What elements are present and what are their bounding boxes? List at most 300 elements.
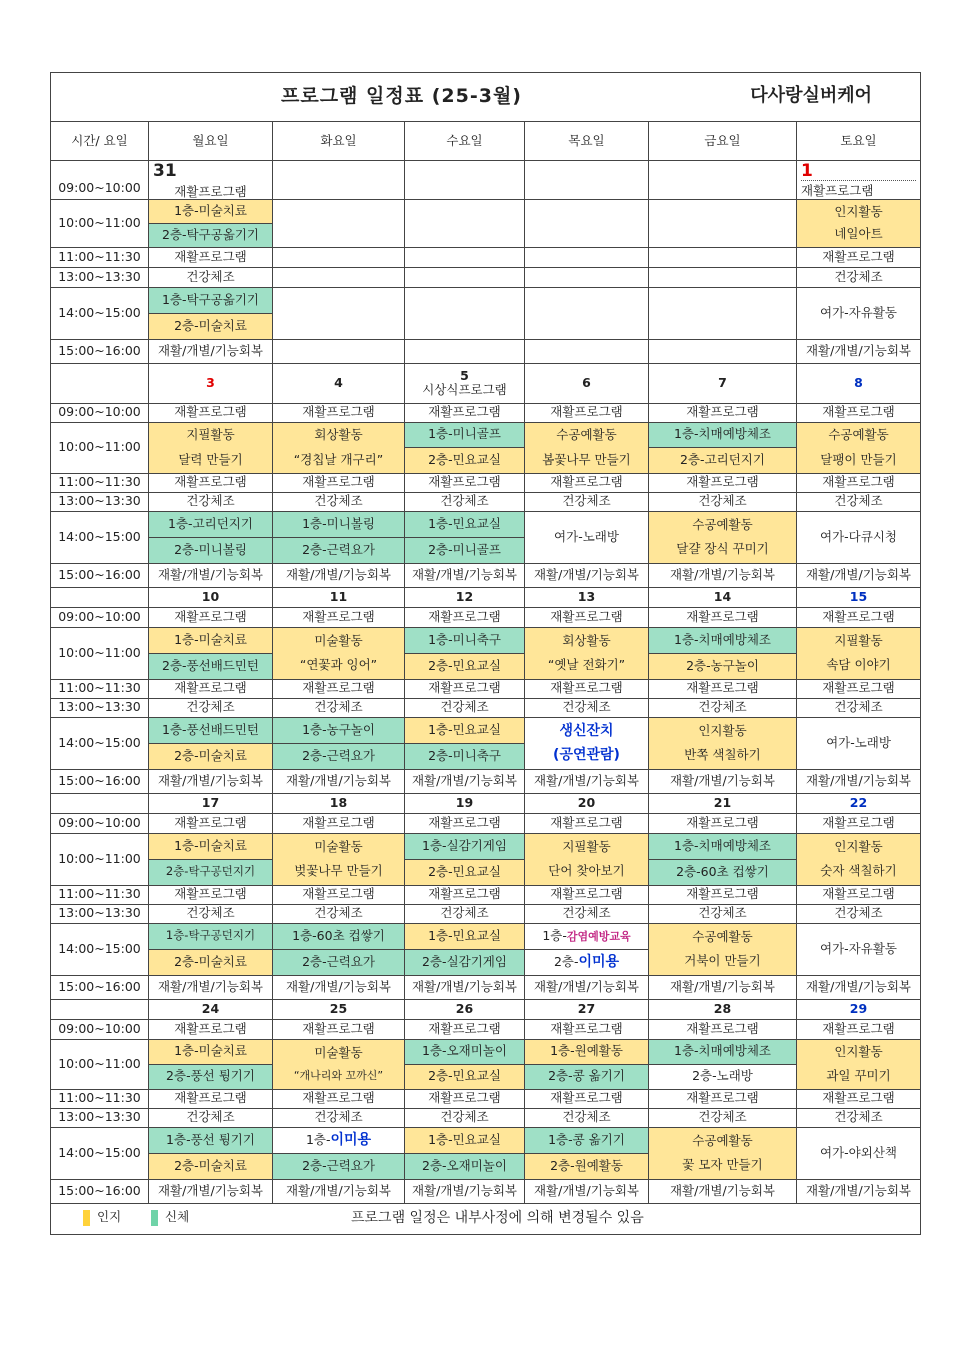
schedule-cell: 1층-탁구공던지기 xyxy=(149,923,273,949)
schedule-cell: 건강체조 xyxy=(649,492,797,511)
schedule-line: 단어 찾아보기 xyxy=(548,863,625,878)
schedule-line: “옛날 전화기” xyxy=(547,657,626,672)
schedule-cell: 건강체조 xyxy=(405,904,525,923)
schedule-line: 수공예활동 xyxy=(692,516,753,532)
schedule-line: 인지활동 xyxy=(834,838,883,854)
schedule-cell: 1층-미술치료 xyxy=(149,1039,273,1064)
time-label: 15:00~16:00 xyxy=(51,975,149,999)
schedule-cell: 건강체조 xyxy=(405,492,525,511)
schedule-cell: 1층-풍선 튕기기 xyxy=(149,1127,273,1153)
schedule-line: 수공예활동 xyxy=(692,928,753,944)
schedule-cell: 재활프로그램 xyxy=(797,885,921,904)
schedule-cell: 재활프로그램 xyxy=(525,679,649,698)
schedule-cell: 여가-자유활동 xyxy=(797,923,921,975)
date-number: 17 xyxy=(149,793,273,813)
schedule-cell: 2층-미니축구 xyxy=(405,743,525,769)
organization-name: 다사랑실버케어 xyxy=(750,85,873,106)
time-label: 13:00~13:30 xyxy=(51,1108,149,1127)
page-title: 프로그램 일정표 (25-3월) xyxy=(281,85,522,107)
time-label: 15:00~16:00 xyxy=(51,339,149,363)
schedule-line: 수공예활동 xyxy=(828,427,889,442)
schedule-cell xyxy=(649,717,797,769)
schedule-cell: 1층-민요교실 xyxy=(405,1127,525,1153)
time-label: 11:00~11:30 xyxy=(51,473,149,492)
schedule-cell xyxy=(797,627,921,679)
schedule-cell: 1층-미니축구 xyxy=(405,627,525,653)
schedule-cell: 여가-자유활동 xyxy=(797,287,921,339)
schedule-cell: 재활프로그램 xyxy=(525,1019,649,1039)
legend-physical-label: 신체 xyxy=(165,1208,190,1224)
schedule-cell: 2층-미니볼링 xyxy=(149,537,273,563)
time-day-header: 시간/ 요일 xyxy=(51,122,149,161)
schedule-cell: 재활프로그램 xyxy=(649,403,797,422)
date-number: 21 xyxy=(649,793,797,813)
schedule-cell: 재활/개별/기능회복 xyxy=(405,975,525,999)
highlight-text: 이미용 xyxy=(330,1132,372,1148)
schedule-cell: 2층-민요교실 xyxy=(405,1064,525,1089)
date-number: 27 xyxy=(525,999,649,1019)
schedule-cell xyxy=(649,923,797,975)
day-header-fri: 금요일 xyxy=(649,122,797,161)
schedule-cell: 건강체조 xyxy=(797,904,921,923)
schedule-cell: 건강체조 xyxy=(149,698,273,717)
schedule-sheet xyxy=(50,72,920,1235)
schedule-cell: 재활프로그램 xyxy=(405,473,525,492)
schedule-line: 회상활동 xyxy=(314,427,363,442)
schedule-line: 벚꽃나무 만들기 xyxy=(294,863,383,878)
time-label: 10:00~11:00 xyxy=(51,627,149,679)
schedule-line: 미술활동 xyxy=(314,1045,363,1061)
time-label: 13:00~13:30 xyxy=(51,698,149,717)
schedule-cell: 재활/개별/기능회복 xyxy=(405,1179,525,1203)
schedule-cell: 재활프로그램 xyxy=(273,403,405,422)
date-number: 19 xyxy=(405,793,525,813)
schedule-cell: 1층-치매예방체조 xyxy=(649,833,797,859)
schedule-cell: 재활프로그램 xyxy=(525,813,649,833)
schedule-cell: 재활프로그램 xyxy=(149,403,273,422)
schedule-cell xyxy=(525,717,649,769)
schedule-cell: 건강체조 xyxy=(273,698,405,717)
schedule-cell xyxy=(525,422,649,473)
schedule-cell: 2층-근력요가 xyxy=(273,743,405,769)
schedule-cell: 재활/개별/기능회복 xyxy=(525,1179,649,1203)
schedule-cell: 1층-풍선배드민턴 xyxy=(149,717,273,743)
schedule-cell: 재활프로그램 xyxy=(149,679,273,698)
schedule-cell: 재활프로그램 xyxy=(405,679,525,698)
schedule-cell: 재활/개별/기능회복 xyxy=(649,1179,797,1203)
schedule-cell: 재활프로그램 xyxy=(525,473,649,492)
schedule-cell: 2층-미니골프 xyxy=(405,537,525,563)
schedule-cell: 여가-노래방 xyxy=(525,511,649,563)
schedule-cell: 건강체조 xyxy=(273,1108,405,1127)
schedule-cell: 재활프로그램 xyxy=(273,1089,405,1108)
schedule-line: (공연관람) xyxy=(553,747,620,763)
schedule-line: 미술활동 xyxy=(314,632,363,648)
schedule-cell: 재활프로그램 xyxy=(273,607,405,627)
date-number: 24 xyxy=(149,999,273,1019)
highlight-text: 이미용 xyxy=(578,954,620,970)
schedule-cell xyxy=(797,199,921,247)
schedule-cell: 2층-미술치료 xyxy=(149,1153,273,1179)
schedule-cell: 1층-민요교실 xyxy=(405,717,525,743)
date-number: 13 xyxy=(525,587,649,607)
schedule-line: 지필활동 xyxy=(186,427,235,442)
schedule-line: 봄꽃나무 만들기 xyxy=(542,451,631,467)
time-label: 11:00~11:30 xyxy=(51,679,149,698)
schedule-cell: 재활/개별/기능회복 xyxy=(797,1179,921,1203)
schedule-cell: 여가-노래방 xyxy=(797,717,921,769)
schedule-cell xyxy=(649,511,797,563)
schedule-cell: 건강체조 xyxy=(797,698,921,717)
schedule-cell: 재활/개별/기능회복 xyxy=(273,769,405,793)
schedule-cell: 여가-야외산책 xyxy=(797,1127,921,1179)
schedule-cell: 재활/개별/기능회복 xyxy=(149,975,273,999)
schedule-cell xyxy=(273,833,405,885)
schedule-cell: 건강체조 xyxy=(649,698,797,717)
legend-cognitive-label: 인지 xyxy=(97,1208,122,1224)
schedule-cell: 2층-미술치료 xyxy=(149,313,273,339)
schedule-cell xyxy=(149,422,273,473)
schedule-cell: 재활/개별/기능회복 xyxy=(273,563,405,587)
date-number: 10 xyxy=(149,587,273,607)
schedule-line: 달력 만들기 xyxy=(178,451,243,467)
schedule-cell: 재활/개별/기능회복 xyxy=(149,769,273,793)
time-label: 14:00~15:00 xyxy=(51,287,149,339)
schedule-cell: 1층-실감기게임 xyxy=(405,833,525,859)
schedule-cell xyxy=(273,627,405,679)
date-number xyxy=(405,363,525,403)
schedule-cell: 건강체조 xyxy=(649,904,797,923)
schedule-line: 회상활동 xyxy=(562,632,611,648)
schedule-cell: 2층-근력요가 xyxy=(273,1153,405,1179)
schedule-cell: 건강체조 xyxy=(149,1108,273,1127)
time-label: 09:00~10:00 xyxy=(51,161,149,200)
schedule-cell: 1층-민요교실 xyxy=(405,511,525,537)
week2-date-row xyxy=(51,363,921,403)
schedule-cell: 재활/개별/기능회복 xyxy=(649,975,797,999)
schedule-cell: 재활/개별/기능회복 xyxy=(405,769,525,793)
date-number: 11 xyxy=(273,587,405,607)
schedule-cell: 2층-미술치료 xyxy=(149,743,273,769)
schedule-cell: 재활프로그램 xyxy=(649,473,797,492)
date-number: 14 xyxy=(649,587,797,607)
schedule-cell: 2층-60초 컵쌓기 xyxy=(649,859,797,885)
schedule-cell: 2층-민요교실 xyxy=(405,859,525,885)
time-label: 15:00~16:00 xyxy=(51,1179,149,1203)
schedule-cell: 재활프로그램 xyxy=(525,607,649,627)
schedule-cell: 2층-오재미놀이 xyxy=(405,1153,525,1179)
schedule-line: 생신잔치 xyxy=(559,723,614,739)
day-header-wed: 수요일 xyxy=(405,122,525,161)
schedule-cell: 2층-미술치료 xyxy=(149,949,273,975)
schedule-line: 인지활동 xyxy=(698,722,747,738)
schedule-cell: 재활프로그램 xyxy=(797,813,921,833)
schedule-cell xyxy=(797,422,921,473)
day-header-thu: 목요일 xyxy=(525,122,649,161)
time-label: 10:00~11:00 xyxy=(51,199,149,247)
schedule-line: 과일 꾸미기 xyxy=(826,1068,891,1083)
schedule-line: 미술활동 xyxy=(314,838,363,854)
schedule-cell xyxy=(525,627,649,679)
schedule-table xyxy=(50,72,921,1235)
time-label: 11:00~11:30 xyxy=(51,1089,149,1108)
time-label: 11:00~11:30 xyxy=(51,247,149,267)
schedule-line: 숫자 색칠하기 xyxy=(820,863,897,878)
schedule-cell: 1층-미술치료 xyxy=(149,199,273,223)
legend xyxy=(51,1204,920,1234)
schedule-cell: 재활프로그램 xyxy=(149,247,273,267)
date-number-text: 5 xyxy=(460,367,469,383)
schedule-cell xyxy=(797,833,921,885)
date-number: 29 xyxy=(797,999,921,1019)
schedule-cell: 1층-민요교실 xyxy=(405,923,525,949)
schedule-cell: 재활프로그램 xyxy=(797,403,921,422)
schedule-cell: 재활프로그램 xyxy=(797,1089,921,1108)
date-number: 22 xyxy=(797,793,921,813)
date-number: 6 xyxy=(525,363,649,403)
schedule-cell: 건강체조 xyxy=(525,1108,649,1127)
schedule-cell: 1층-탁구공옮기기 xyxy=(149,287,273,313)
schedule-cell: 1층-미술치료 xyxy=(149,833,273,859)
schedule-cell: 2층-민요교실 xyxy=(405,447,525,473)
date-number: 4 xyxy=(273,363,405,403)
date-number: 25 xyxy=(273,999,405,1019)
schedule-line: “연꽃과 잉어” xyxy=(299,657,378,672)
schedule-line: “개나리와 꼬까신” xyxy=(293,1068,384,1082)
schedule-cell: 재활/개별/기능회복 xyxy=(149,1179,273,1203)
schedule-cell: 재활프로그램 xyxy=(149,607,273,627)
schedule-cell: 재활프로그램 xyxy=(273,679,405,698)
date-number: 1 xyxy=(801,163,916,181)
schedule-line: 지필활동 xyxy=(834,632,883,648)
schedule-cell: 건강체조 xyxy=(797,492,921,511)
schedule-line: 반쪽 색칠하기 xyxy=(684,747,761,762)
schedule-cell: 재활프로그램 xyxy=(405,403,525,422)
date-number: 7 xyxy=(649,363,797,403)
time-label: 10:00~11:00 xyxy=(51,422,149,473)
schedule-cell: 2층-노래방 xyxy=(649,1064,797,1089)
schedule-cell: 2층-풍선배드민턴 xyxy=(149,653,273,679)
schedule-cell: 재활프로그램 xyxy=(405,1089,525,1108)
time-label: 09:00~10:00 xyxy=(51,1019,149,1039)
schedule-line: 수공예활동 xyxy=(556,427,617,442)
schedule-cell: 재활/개별/기능회복 xyxy=(525,975,649,999)
schedule-cell: 재활프로그램 xyxy=(649,813,797,833)
week1-0900-row xyxy=(51,161,921,200)
schedule-cell: 1층-오재미놀이 xyxy=(405,1039,525,1064)
schedule-cell: 건강체조 xyxy=(149,267,273,287)
schedule-cell: 2층-풍선 튕기기 xyxy=(149,1064,273,1089)
schedule-cell: 건강체조 xyxy=(525,904,649,923)
date-number: 8 xyxy=(797,363,921,403)
schedule-cell: 재활프로그램 xyxy=(273,813,405,833)
schedule-cell: 1층-고리던지기 xyxy=(149,511,273,537)
schedule-cell: 재활/개별/기능회복 xyxy=(649,769,797,793)
schedule-cell: 건강체조 xyxy=(797,1108,921,1127)
time-label: 13:00~13:30 xyxy=(51,492,149,511)
schedule-line: 지필활동 xyxy=(562,838,611,854)
time-label: 10:00~11:00 xyxy=(51,833,149,885)
schedule-cell: 2층-민요교실 xyxy=(405,653,525,679)
date-number: 18 xyxy=(273,793,405,813)
schedule-cell: 건강체조 xyxy=(649,1108,797,1127)
date-number: 26 xyxy=(405,999,525,1019)
schedule-cell xyxy=(525,833,649,885)
schedule-cell: 1층-콩 옮기기 xyxy=(525,1127,649,1153)
schedule-cell: 재활프로그램 xyxy=(525,885,649,904)
schedule-cell: 재활/개별/기능회복 xyxy=(525,563,649,587)
schedule-cell: 재활프로그램 xyxy=(649,885,797,904)
physical-swatch xyxy=(151,1210,158,1226)
time-label: 15:00~16:00 xyxy=(51,769,149,793)
schedule-line: 수공예활동 xyxy=(692,1132,753,1148)
schedule-cell xyxy=(273,1127,405,1153)
schedule-cell: 2층-실감기게임 xyxy=(405,949,525,975)
schedule-cell: 건강체조 xyxy=(273,904,405,923)
time-label: 09:00~10:00 xyxy=(51,813,149,833)
time-label: 09:00~10:00 xyxy=(51,607,149,627)
schedule-line: 인지활동 xyxy=(834,1043,883,1059)
schedule-cell: 1층-60초 컵쌓기 xyxy=(273,923,405,949)
schedule-cell: 재활/개별/기능회복 xyxy=(797,339,921,363)
schedule-cell: 재활/개별/기능회복 xyxy=(797,975,921,999)
date-number: 31 xyxy=(153,161,177,181)
date-number: 12 xyxy=(405,587,525,607)
schedule-cell: 재활/개별/기능회복 xyxy=(525,769,649,793)
schedule-cell: 1층-미니볼링 xyxy=(273,511,405,537)
schedule-line: 네일아트 xyxy=(834,226,883,241)
schedule-cell: 1층-치매예방체조 xyxy=(649,1039,797,1064)
schedule-cell: 건강체조 xyxy=(273,492,405,511)
schedule-cell: 2층-근력요가 xyxy=(273,949,405,975)
schedule-cell: 1층-미니골프 xyxy=(405,422,525,447)
schedule-cell: 재활프로그램 xyxy=(649,1019,797,1039)
day-header-tue: 화요일 xyxy=(273,122,405,161)
schedule-cell: 2층-근력요가 xyxy=(273,537,405,563)
schedule-line: 속담 이야기 xyxy=(826,657,891,672)
schedule-cell xyxy=(649,1127,797,1179)
schedule-cell xyxy=(273,422,405,473)
schedule-cell: 재활/개별/기능회복 xyxy=(149,339,273,363)
schedule-cell: 2층-농구놀이 xyxy=(649,653,797,679)
date-number: 3 xyxy=(149,363,273,403)
date-number: 20 xyxy=(525,793,649,813)
schedule-cell: 재활프로그램 xyxy=(273,1019,405,1039)
schedule-cell: 재활/개별/기능회복 xyxy=(273,975,405,999)
schedule-cell: 재활/개별/기능회복 xyxy=(273,1179,405,1203)
schedule-line: 꽃 모자 만들기 xyxy=(682,1157,763,1172)
schedule-cell: 재활프로그램 xyxy=(797,247,921,267)
schedule-cell xyxy=(525,923,649,949)
time-label: 13:00~13:30 xyxy=(51,267,149,287)
schedule-cell: 재활프로그램 xyxy=(149,473,273,492)
schedule-cell: 재활/개별/기능회복 xyxy=(797,563,921,587)
schedule-cell: 2층-콩 옮기기 xyxy=(525,1064,649,1089)
schedule-cell: 재활프로그램 xyxy=(405,885,525,904)
schedule-cell: 건강체조 xyxy=(149,904,273,923)
schedule-cell: 건강체조 xyxy=(405,698,525,717)
schedule-cell: 재활프로그램 xyxy=(174,184,247,199)
schedule-cell xyxy=(797,1039,921,1089)
schedule-cell: 건강체조 xyxy=(525,698,649,717)
schedule-cell: 재활프로그램 xyxy=(797,473,921,492)
header-row xyxy=(51,122,921,161)
time-label: 14:00~15:00 xyxy=(51,511,149,563)
schedule-cell: 재활프로그램 xyxy=(405,813,525,833)
schedule-cell: 2층-원예활동 xyxy=(525,1153,649,1179)
schedule-cell: 건강체조 xyxy=(149,492,273,511)
time-label: 14:00~15:00 xyxy=(51,717,149,769)
schedule-cell: 건강체조 xyxy=(405,1108,525,1127)
schedule-cell: 재활프로그램 xyxy=(525,1089,649,1108)
schedule-cell: 건강체조 xyxy=(525,492,649,511)
cognitive-swatch xyxy=(83,1210,90,1226)
schedule-cell: 재활프로그램 xyxy=(149,885,273,904)
schedule-cell: 2층-탁구공던지기 xyxy=(149,859,273,885)
schedule-cell: 재활프로그램 xyxy=(649,679,797,698)
change-notice: 프로그램 일정은 내부사정에 의해 변경될수 있음 xyxy=(351,1209,644,1226)
time-label: 09:00~10:00 xyxy=(51,403,149,422)
schedule-cell: 1층-원예활동 xyxy=(525,1039,649,1064)
schedule-cell: 재활프로그램 xyxy=(405,1019,525,1039)
schedule-cell: 재활프로그램 xyxy=(649,1089,797,1108)
schedule-cell: 재활/개별/기능회복 xyxy=(797,769,921,793)
time-label: 14:00~15:00 xyxy=(51,923,149,975)
time-label: 15:00~16:00 xyxy=(51,563,149,587)
schedule-line: “경칩날 개구리” xyxy=(293,451,384,467)
schedule-line: 달걀 장식 꾸미기 xyxy=(676,541,769,556)
schedule-cell: 1층-치매예방체조 xyxy=(649,422,797,447)
time-label: 10:00~11:00 xyxy=(51,1039,149,1089)
schedule-cell: 1층-미술치료 xyxy=(149,627,273,653)
schedule-cell: 재활프로그램 xyxy=(405,607,525,627)
schedule-cell: 재활프로그램 xyxy=(525,403,649,422)
schedule-prefix: 1층- xyxy=(542,927,567,943)
day-header-mon: 월요일 xyxy=(149,122,273,161)
schedule-cell: 재활프로그램 xyxy=(149,1089,273,1108)
schedule-line: 인지활동 xyxy=(834,203,883,219)
schedule-cell: 재활프로그램 xyxy=(149,1019,273,1039)
schedule-cell: 1층-농구놀이 xyxy=(273,717,405,743)
date-number: 15 xyxy=(797,587,921,607)
schedule-prefix: 2층- xyxy=(553,954,579,969)
schedule-cell: 재활프로그램 xyxy=(801,183,874,198)
schedule-cell: 재활프로그램 xyxy=(273,885,405,904)
schedule-cell xyxy=(273,1039,405,1089)
schedule-cell: 재활/개별/기능회복 xyxy=(149,563,273,587)
date-number: 28 xyxy=(649,999,797,1019)
schedule-prefix: 1층- xyxy=(305,1132,331,1147)
schedule-cell: 2층-고리던지기 xyxy=(649,447,797,473)
time-label: 13:00~13:30 xyxy=(51,904,149,923)
schedule-cell: 재활/개별/기능회복 xyxy=(405,563,525,587)
schedule-cell: 재활프로그램 xyxy=(273,473,405,492)
schedule-cell: 1층-치매예방체조 xyxy=(649,627,797,653)
schedule-cell: 재활프로그램 xyxy=(149,813,273,833)
schedule-cell: 재활/개별/기능회복 xyxy=(649,563,797,587)
schedule-cell: 2층-탁구공옮기기 xyxy=(149,223,273,247)
schedule-cell xyxy=(525,949,649,975)
schedule-line: 거북이 만들기 xyxy=(684,953,761,968)
schedule-line: 달팽이 만들기 xyxy=(820,451,897,467)
highlight-text: 감염예방교육 xyxy=(566,929,631,943)
special-program: 시상식프로그램 xyxy=(422,382,507,397)
schedule-cell: 여가-다큐시청 xyxy=(797,511,921,563)
schedule-cell: 재활프로그램 xyxy=(797,1019,921,1039)
schedule-cell: 재활프로그램 xyxy=(649,607,797,627)
schedule-cell: 건강체조 xyxy=(797,267,921,287)
day-header-sat: 토요일 xyxy=(797,122,921,161)
